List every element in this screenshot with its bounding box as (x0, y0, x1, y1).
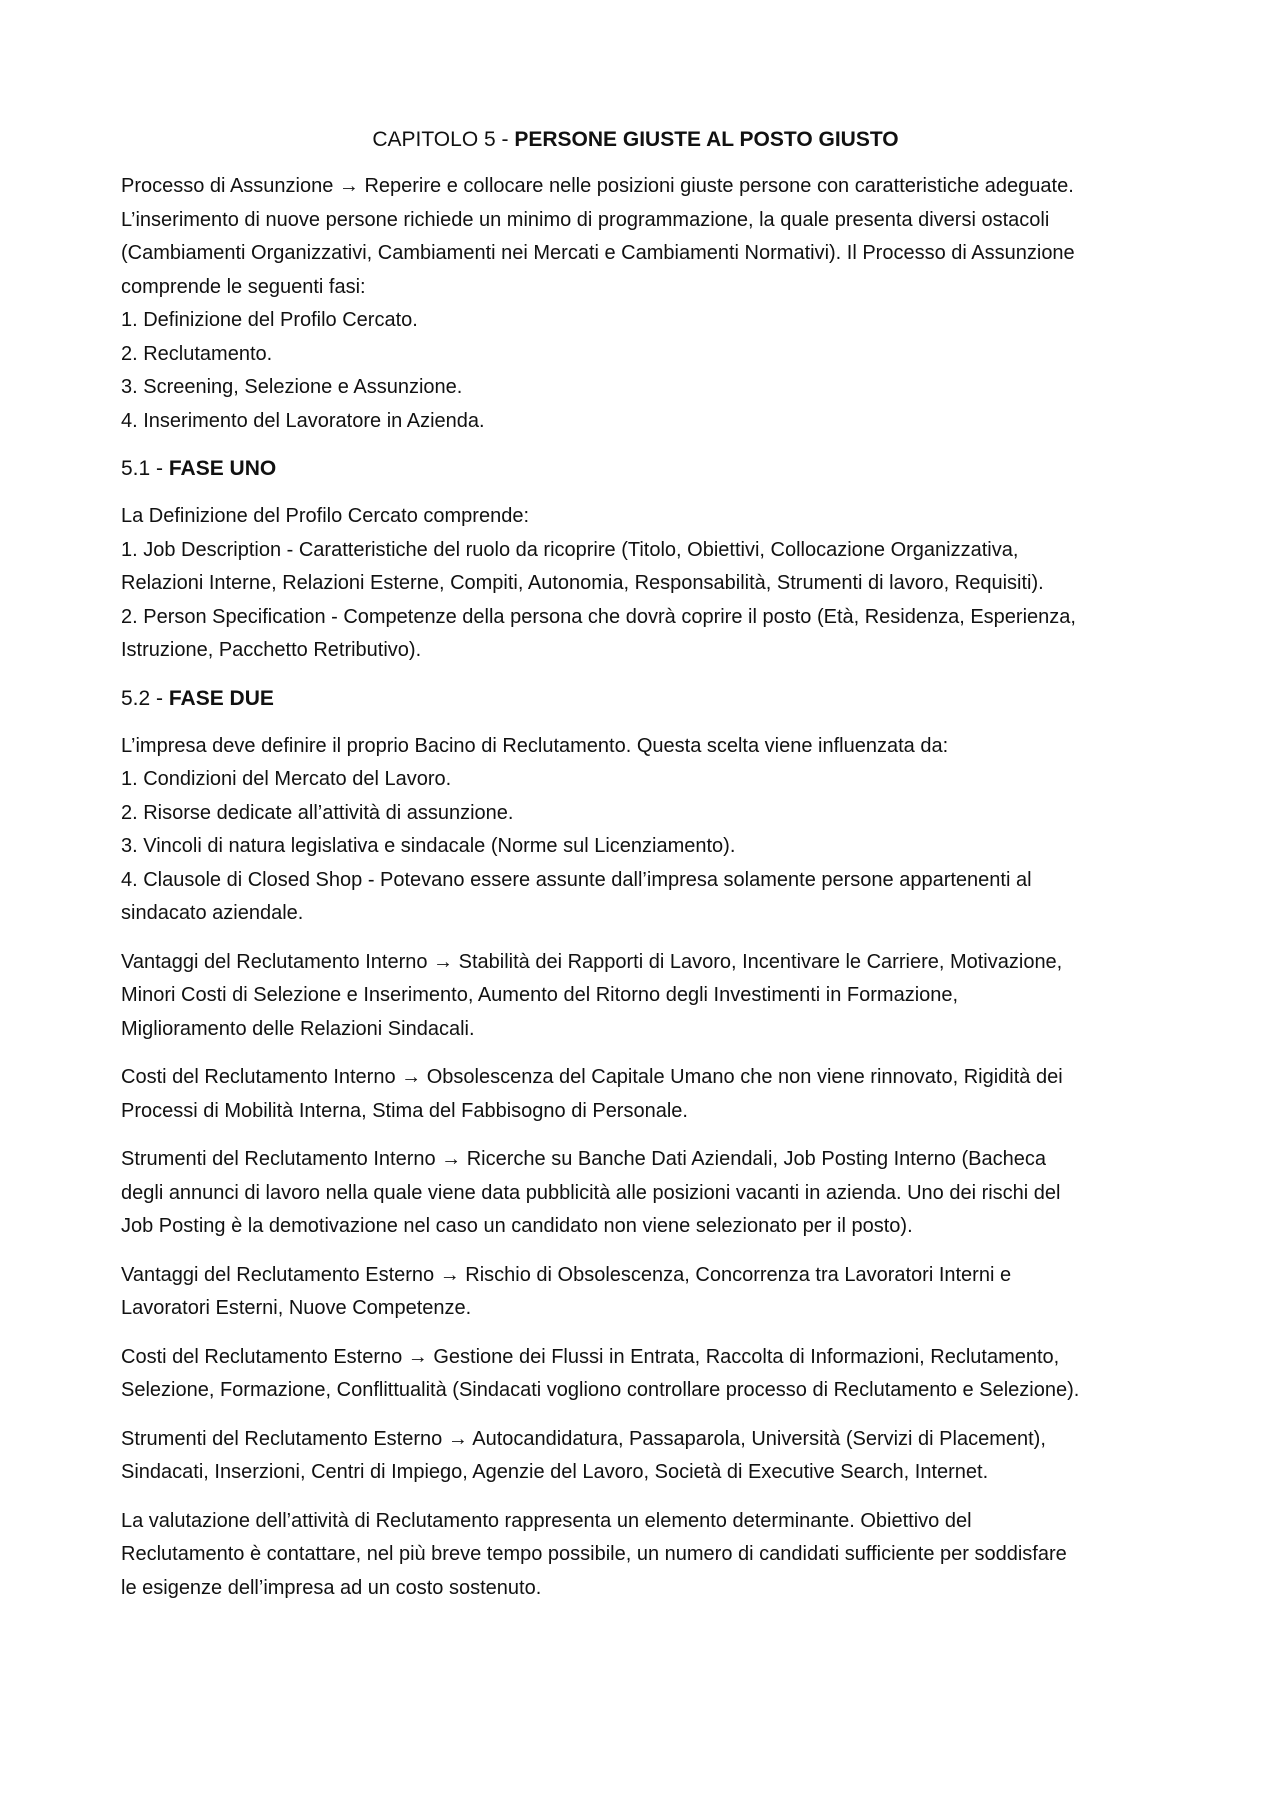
text-line: L’impresa deve definire il proprio Bacino di Reclutamento. Questa scelta viene influenzata da: (121, 734, 949, 757)
text-line: Sindacati, Inserzioni, Centri di Impiego, Agenzie del Lavoro, Società di Executive Search, Internet. (121, 1461, 989, 1483)
text-line: (Cambiamenti Organizzativi, Cambiamenti nei Mercati e Cambiamenti Normativi). Il Processo di Assunzione (121, 242, 1075, 264)
list-item: 3. Screening, Selezione e Assunzione. (121, 376, 463, 398)
list-item: 1. Condizioni del Mercato del Lavoro. (121, 768, 452, 790)
text-line: L’inserimento di nuove persone richiede un minimo di programmazione, la quale presenta diversi ostacoli (121, 208, 1050, 231)
text-line: La Definizione del Profilo Cercato comprende: (121, 505, 529, 527)
text-line: La valutazione dell’attività di Reclutamento rappresenta un elemento determinante. Obiettivo del (121, 1509, 972, 1532)
text-line: Strumenti del Reclutamento Interno → Ricerche su Banche Dati Aziendali, Job Posting Interno (Bacheca (121, 1148, 1046, 1170)
text-line: degli annunci di lavoro nella quale viene data pubblicità alle posizioni vacanti in azienda. Uno dei rischi del (121, 1181, 1061, 1204)
section-title: FASE UNO (168, 457, 277, 480)
text-line: Minori Costi di Selezione e Inserimento, Aumento del Ritorno degli Investimenti in Formazione, (121, 984, 959, 1006)
text-line: Costi del Reclutamento Esterno → Gestione dei Flussi in Entrata, Raccolta di Informazioni, Reclutamento, (121, 1345, 1060, 1368)
list-item: 1. Job Description - Caratteristiche del ruolo da ricoprire (Titolo, Obiettivi, Collocazione Organizzativa, (121, 538, 1019, 561)
chapter-title-bold: PERSONE GIUSTE AL POSTO GIUSTO (514, 128, 899, 151)
text-line: Relazioni Interne, Relazioni Esterne, Compiti, Autonomia, Responsabilità, Strumenti di lavoro, Requisiti). (121, 572, 1044, 594)
intro-paragraph (121, 170, 1160, 438)
chapter-title-prefix: CAPITOLO 5 - (372, 128, 515, 151)
text-line: Selezione, Formazione, Conflittualità (Sindacati vogliono controllare processo di Reclutamento e Selezione). (121, 1379, 1080, 1401)
list-item: 2. Reclutamento. (121, 342, 273, 365)
text-line: comprende le seguenti fasi: (121, 275, 366, 298)
text-line: Processo di Assunzione → Reperire e collocare nelle posizioni giuste persone con caratteristiche adeguate. (121, 175, 1074, 197)
text-line: Reclutamento è contattare, nel più breve tempo possibile, un numero di candidati sufficiente per soddisfare (121, 1543, 1067, 1565)
text-line: Job Posting è la demotivazione nel caso un candidato non viene selezionato per il posto). (121, 1215, 913, 1237)
vantaggi-esterno-paragraph (121, 1259, 1160, 1326)
strumenti-esterno-paragraph (121, 1423, 1160, 1490)
list-item: 3. Vincoli di natura legislativa e sindacale (Norme sul Licenziamento). (121, 835, 736, 857)
section-number: 5.2 - (121, 686, 169, 710)
vantaggi-interno-paragraph (121, 946, 1160, 1047)
costi-interno-paragraph (121, 1061, 1160, 1128)
text-line: Vantaggi del Reclutamento Esterno → Rischio di Obsolescenza, Concorrenza tra Lavoratori Interni e (121, 1263, 1012, 1286)
text-line: Istruzione, Pacchetto Retributivo). (121, 639, 422, 661)
section-number: 5.1 - (121, 457, 169, 480)
text-line: Miglioramento delle Relazioni Sindacali. (121, 1017, 475, 1040)
section-heading-fase-due (121, 683, 1160, 715)
fase-due-paragraph (121, 730, 1160, 931)
list-item: 4. Inserimento del Lavoratore in Azienda. (121, 409, 485, 432)
valutazione-paragraph (121, 1505, 1160, 1606)
text-line: Vantaggi del Reclutamento Interno → Stabilità dei Rapporti di Lavoro, Incentivare le Carriere, Motivazione, (121, 950, 1063, 973)
list-item: 4. Clausole di Closed Shop - Potevano essere assunte dall’impresa solamente persone appartenenti al (121, 868, 1032, 891)
text-line: sindacato aziendale. (121, 902, 304, 924)
text-line: Processi di Mobilità Interna, Stima del Fabbisogno di Personale. (121, 1099, 688, 1122)
section-title: FASE DUE (168, 686, 274, 710)
strumenti-interno-paragraph (121, 1143, 1160, 1244)
section-heading-fase-uno (121, 453, 1160, 485)
fase-uno-paragraph (121, 500, 1160, 668)
chapter-title (121, 124, 1160, 156)
text-line: Costi del Reclutamento Interno → Obsolescenza del Capitale Umano che non viene rinnovato, Rigidità dei (121, 1066, 1063, 1088)
list-item: 1. Definizione del Profilo Cercato. (121, 309, 418, 331)
list-item: 2. Risorse dedicate all’attività di assunzione. (121, 801, 514, 824)
text-line: Lavoratori Esterni, Nuove Competenze. (121, 1297, 472, 1319)
text-line: Strumenti del Reclutamento Esterno → Autocandidatura, Passaparola, Università (Servizi di Placement), (121, 1427, 1046, 1450)
list-item: 2. Person Specification - Competenze della persona che dovrà coprire il posto (Età, Residenza, Esperienza, (121, 605, 1076, 628)
costi-esterno-paragraph (121, 1341, 1160, 1408)
text-line: le esigenze dell’impresa ad un costo sostenuto. (121, 1576, 542, 1599)
